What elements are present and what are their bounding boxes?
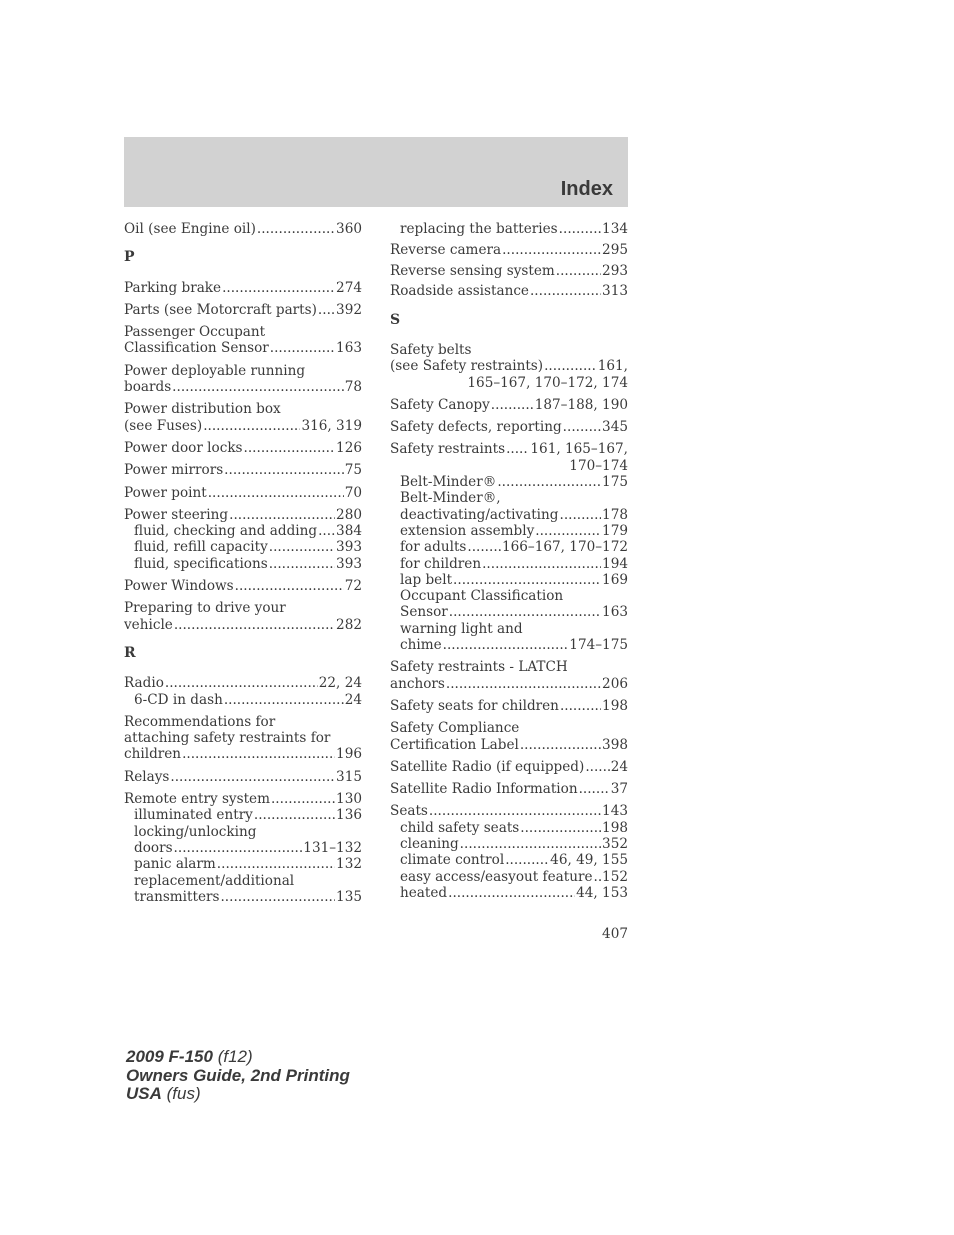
index-page-ref: 352 <box>602 836 628 852</box>
dot-leader <box>165 675 318 691</box>
index-page-ref: 78 <box>344 379 362 396</box>
index-entry <box>124 363 362 396</box>
index-entry-line <box>390 263 628 279</box>
index-page-ref: 46, 49, 155 <box>550 852 628 869</box>
index-page-ref: 170–174 <box>569 457 628 474</box>
dot-leader <box>467 539 501 555</box>
index-entry <box>390 659 628 692</box>
index-entry-line <box>124 769 362 785</box>
footer-code: (f12) <box>217 1047 253 1066</box>
dot-leader <box>520 820 601 836</box>
index-page-ref: 198 <box>602 819 628 836</box>
index-entry-line <box>124 578 362 594</box>
dot-leader <box>505 852 549 868</box>
index-term: Reverse sensing system <box>390 262 555 279</box>
index-page-ref: 130 <box>336 791 362 808</box>
index-entry <box>390 283 628 299</box>
index-term: Satellite Radio (if equipped) <box>390 758 585 775</box>
index-entry <box>390 342 628 391</box>
header-band <box>124 137 628 207</box>
dot-leader <box>429 803 601 819</box>
page-number: 407 <box>602 926 628 942</box>
index-page-ref: 165–167, 170–172, 174 <box>467 374 628 391</box>
index-page-ref: 37 <box>610 781 628 798</box>
index-term: deactivating/activating <box>400 506 559 523</box>
index-entry-line <box>390 659 628 675</box>
dot-leader <box>443 637 569 653</box>
index-entry-line <box>124 221 362 237</box>
index-page-ref: 136 <box>336 807 362 824</box>
footer-region: USA <box>126 1084 162 1103</box>
index-page-ref: 161, 165–167, <box>530 441 628 458</box>
dot-leader <box>559 221 601 237</box>
index-entry-line <box>124 379 362 395</box>
dot-leader <box>530 283 601 299</box>
index-entry <box>124 221 362 237</box>
index-column-left <box>124 221 362 911</box>
index-page-ref: 360 <box>336 221 362 237</box>
dot-leader <box>560 698 601 714</box>
index-term: Safety Canopy <box>390 396 490 413</box>
index-term: Occupant Classification <box>400 588 564 605</box>
index-term: extension assembly <box>400 522 535 539</box>
index-entry-line <box>124 302 362 318</box>
index-page-ref: 135 <box>336 888 362 905</box>
index-subentry-line <box>390 572 628 588</box>
index-subentry-line <box>390 221 628 237</box>
index-term: Safety restraints - LATCH <box>390 659 568 676</box>
dot-leader <box>220 889 335 905</box>
dot-leader <box>544 358 597 374</box>
index-subentry-line <box>390 507 628 523</box>
index-term: Reverse camera <box>390 241 502 258</box>
index-entry <box>124 578 362 594</box>
index-term: Remote entry system <box>124 791 270 808</box>
dot-leader <box>270 340 335 356</box>
index-entry <box>124 600 362 633</box>
index-entry <box>390 263 628 279</box>
index-letter-heading: R <box>124 644 136 661</box>
index-entry-line <box>124 507 362 523</box>
index-subentry-line <box>390 852 628 868</box>
index-entry-line <box>390 375 628 391</box>
dot-leader <box>448 885 575 901</box>
dot-leader <box>271 791 335 807</box>
index-term: Power door locks <box>124 439 243 456</box>
dot-leader <box>257 221 335 237</box>
footer-model: 2009 F-150 <box>126 1047 213 1066</box>
index-entry <box>124 302 362 318</box>
index-entry-line <box>124 791 362 807</box>
index-term: Parking brake <box>124 279 222 296</box>
index-entry-line <box>390 781 628 797</box>
index-entry-line <box>390 458 628 474</box>
page-title: Index <box>560 178 613 200</box>
index-page-ref: 178 <box>602 506 628 523</box>
index-subentry-line <box>390 604 628 620</box>
index-subentry-line <box>124 523 362 539</box>
index-term: anchors <box>390 675 445 692</box>
index-entry <box>390 759 628 775</box>
index-page-ref: 196 <box>336 746 362 763</box>
index-entry-line <box>124 675 362 691</box>
index-term: transmitters <box>134 888 220 905</box>
index-term: chime <box>400 637 442 654</box>
dot-leader <box>460 836 601 852</box>
index-letter-heading: P <box>124 249 135 266</box>
index-term: Safety defects, reporting <box>390 419 562 436</box>
index-subentry-line <box>390 588 628 604</box>
index-entry <box>124 440 362 456</box>
index-entry-line <box>124 401 362 417</box>
index-term: Power deployable running <box>124 362 306 379</box>
index-page-ref: 179 <box>602 522 628 539</box>
index-term: cleaning <box>400 836 459 852</box>
index-term: Classification Sensor <box>124 340 269 357</box>
dot-leader <box>229 507 335 523</box>
index-entry-line <box>124 714 362 730</box>
index-page-ref: 70 <box>344 484 362 501</box>
dot-leader <box>579 781 610 797</box>
index-term: replacement/additional <box>134 872 295 889</box>
index-entry-line <box>390 283 628 299</box>
index-page-ref: 169 <box>602 571 628 588</box>
index-subentry-line <box>124 556 362 572</box>
index-page-ref: 295 <box>602 241 628 258</box>
index-entry-line <box>124 462 362 478</box>
footer <box>126 1048 350 1104</box>
index-term: (see Safety restraints) <box>390 358 544 375</box>
dot-leader <box>506 441 529 457</box>
dot-leader <box>208 485 344 501</box>
index-term: illuminated entry <box>134 807 253 824</box>
index-term: Safety belts <box>390 341 472 358</box>
index-page-ref: 75 <box>344 462 362 479</box>
index-page-ref: 198 <box>602 697 628 714</box>
index-term: Oil (see Engine oil) <box>124 221 256 237</box>
index-subentry-line <box>124 856 362 872</box>
index-page-ref: 72 <box>344 578 362 595</box>
index-entry <box>124 401 362 434</box>
index-term: Safety Compliance <box>390 720 520 737</box>
index-page-ref: 44, 153 <box>576 884 628 901</box>
dot-leader <box>446 676 601 692</box>
index-page-ref: 293 <box>602 262 628 279</box>
index-entry-line <box>390 441 628 457</box>
index-entry <box>124 485 362 501</box>
index-term: Sensor <box>400 604 448 621</box>
index-subentry-line <box>390 523 628 539</box>
index-term: Safety seats for children <box>390 697 559 714</box>
index-entry <box>390 441 628 653</box>
index-term: (see Fuses) <box>124 417 203 434</box>
index-page-ref: 175 <box>602 474 628 491</box>
index-subentry-line <box>124 824 362 840</box>
index-term: boards <box>124 379 172 396</box>
index-term: Relays <box>124 768 170 785</box>
dot-leader <box>222 280 335 296</box>
index-term: attaching safety restraints for <box>124 730 331 747</box>
dot-leader <box>269 539 335 555</box>
index-page-ref: 24 <box>344 691 362 708</box>
index-term: panic alarm <box>134 856 216 873</box>
index-page-ref: 206 <box>602 675 628 692</box>
index-subentry-line <box>124 692 362 708</box>
index-page-ref: 166–167, 170–172 <box>501 539 628 556</box>
index-entry-line <box>390 358 628 374</box>
index-term: Safety restraints <box>390 441 506 458</box>
index-subentry-line <box>390 621 628 637</box>
index-term: Passenger Occupant <box>124 324 266 341</box>
index-term: fluid, refill capacity <box>134 539 268 556</box>
index-page-ref: 274 <box>336 279 362 296</box>
index-subentry-line <box>390 820 628 836</box>
index-entry <box>124 675 362 708</box>
index-page-ref: 24 <box>610 758 628 775</box>
dot-leader <box>449 604 601 620</box>
index-term: Belt-Minder® <box>400 474 497 491</box>
footer-region-code: (fus) <box>166 1084 201 1103</box>
dot-leader <box>224 462 344 478</box>
index-term: Roadside assistance <box>390 283 529 300</box>
index-term: warning light and <box>400 620 523 637</box>
index-subentry-line <box>390 474 628 490</box>
index-term: for children <box>400 555 482 572</box>
index-page-ref: 132 <box>336 856 362 873</box>
index-entry-line <box>124 485 362 501</box>
index-page-ref: 174–175 <box>569 637 628 654</box>
index-column-right <box>390 221 628 907</box>
index-page-ref: 161, <box>597 358 628 375</box>
index-term: for adults <box>400 539 467 556</box>
index-page-ref: 143 <box>602 803 628 820</box>
index-entry-line <box>124 617 362 633</box>
dot-leader <box>560 507 602 523</box>
index-term: lap belt <box>400 571 453 588</box>
index-entry-line <box>390 397 628 413</box>
index-page-ref: 313 <box>602 283 628 300</box>
dot-leader <box>318 523 335 539</box>
dot-leader <box>269 556 335 572</box>
index-letter-heading: S <box>390 311 401 328</box>
index-term: Satellite Radio Information <box>390 781 578 798</box>
index-entry-line <box>124 280 362 296</box>
index-page-ref: 194 <box>602 555 628 572</box>
index-subentry-line <box>390 637 628 653</box>
index-page-ref: 393 <box>336 539 362 556</box>
dot-leader <box>520 737 601 753</box>
index-term: Radio <box>124 675 164 692</box>
index-entry <box>390 242 628 258</box>
index-entry-line <box>390 720 628 736</box>
index-entry <box>124 714 362 763</box>
dot-leader <box>491 397 534 413</box>
index-entry <box>124 507 362 572</box>
index-entry-line <box>390 242 628 258</box>
dot-leader <box>244 440 336 456</box>
index-subentry-line <box>124 807 362 823</box>
index-term: Belt-Minder®, <box>400 490 501 507</box>
index-subentry-line <box>390 556 628 572</box>
index-entry-line <box>124 600 362 616</box>
index-entry <box>124 769 362 785</box>
index-subentry-line <box>390 490 628 506</box>
index-entry <box>390 397 628 413</box>
index-entry-line <box>124 363 362 379</box>
index-entry-line <box>390 342 628 358</box>
index-term: Parts (see Motorcraft parts) <box>124 301 317 318</box>
dot-leader <box>235 578 344 594</box>
index-term: 6-CD in dash <box>134 691 223 708</box>
index-term: Certification Label <box>390 736 519 753</box>
index-term: heated <box>400 884 448 901</box>
dot-leader <box>556 263 601 279</box>
index-entry <box>390 221 628 237</box>
index-page-ref: 126 <box>336 439 362 456</box>
index-term: Power steering <box>124 506 229 523</box>
dot-leader <box>224 692 344 708</box>
index-term: locking/unlocking <box>134 823 257 840</box>
index-entry <box>390 781 628 797</box>
index-entry-line <box>124 418 362 434</box>
dot-leader <box>318 302 335 318</box>
index-subentry-line <box>124 840 362 856</box>
index-page-ref: 398 <box>602 736 628 753</box>
dot-leader <box>497 474 601 490</box>
index-entry-line <box>390 803 628 819</box>
index-subentry-line <box>390 836 628 852</box>
index-term: Power point <box>124 484 207 501</box>
index-entry <box>124 280 362 296</box>
index-page-ref: 187–188, 190 <box>534 396 628 413</box>
index-page-ref: 384 <box>336 523 362 540</box>
index-term: vehicle <box>124 616 173 633</box>
index-page-ref: 163 <box>602 604 628 621</box>
dot-leader <box>172 379 344 395</box>
dot-leader <box>585 759 609 775</box>
index-entry <box>124 462 362 478</box>
index-subentry-line <box>390 869 628 885</box>
index-entry <box>390 419 628 435</box>
index-term: easy access/easyout feature <box>400 868 593 885</box>
dot-leader <box>502 242 601 258</box>
dot-leader <box>535 523 601 539</box>
index-subentry-line <box>124 873 362 889</box>
index-page-ref: 163 <box>336 340 362 357</box>
index-entry-line <box>390 419 628 435</box>
index-term: children <box>124 746 182 763</box>
index-entry-line <box>390 759 628 775</box>
index-term: child safety seats <box>400 819 520 836</box>
index-term: Recommendations for <box>124 713 276 730</box>
index-entry-line <box>124 440 362 456</box>
index-subentry-line <box>390 539 628 555</box>
index-page-ref: 392 <box>336 301 362 318</box>
dot-leader <box>217 856 335 872</box>
index-page-ref: 134 <box>602 221 628 237</box>
dot-leader <box>453 572 601 588</box>
index-page-ref: 280 <box>336 506 362 523</box>
index-term: fluid, specifications <box>134 555 268 572</box>
dot-leader <box>254 807 335 823</box>
index-term: Power distribution box <box>124 401 281 418</box>
index-page-ref: 152 <box>602 868 628 885</box>
index-entry-line <box>390 698 628 714</box>
index-term: Power mirrors <box>124 462 224 479</box>
index-term: fluid, checking and adding <box>134 523 318 540</box>
index-entry <box>390 803 628 901</box>
index-subentry-line <box>124 889 362 905</box>
dot-leader <box>170 769 335 785</box>
index-page-ref: 22, 24 <box>318 675 362 692</box>
index-page-ref: 316, 319 <box>301 417 362 434</box>
index-entry-line <box>124 324 362 340</box>
index-page-ref: 131–132 <box>303 839 362 856</box>
index-entry <box>390 720 628 753</box>
index-entry-line <box>124 340 362 356</box>
index-entry-line <box>390 676 628 692</box>
index-entry <box>124 791 362 905</box>
index-term: doors <box>134 839 173 856</box>
index-term: Power Windows <box>124 578 234 595</box>
index-entry <box>390 698 628 714</box>
index-entry <box>124 324 362 357</box>
footer-edition: Owners Guide, 2nd Printing <box>126 1065 350 1085</box>
dot-leader <box>594 869 602 885</box>
dot-leader <box>174 617 335 633</box>
index-term: replacing the batteries <box>400 221 558 237</box>
dot-leader <box>482 556 601 572</box>
index-subentry-line <box>390 885 628 901</box>
index-subentry-line <box>124 539 362 555</box>
dot-leader <box>203 418 300 434</box>
dot-leader <box>182 746 335 762</box>
index-page-ref: 345 <box>602 419 628 436</box>
dot-leader <box>174 840 303 856</box>
index-term: climate control <box>400 852 505 869</box>
index-term: Preparing to drive your <box>124 600 286 617</box>
index-page-ref: 315 <box>336 768 362 785</box>
index-page-ref: 393 <box>336 555 362 572</box>
index-entry-line <box>124 730 362 746</box>
index-entry-line <box>124 746 362 762</box>
index-page-ref: 282 <box>336 616 362 633</box>
index-term: Seats <box>390 803 428 820</box>
index-entry-line <box>390 737 628 753</box>
dot-leader <box>563 419 601 435</box>
